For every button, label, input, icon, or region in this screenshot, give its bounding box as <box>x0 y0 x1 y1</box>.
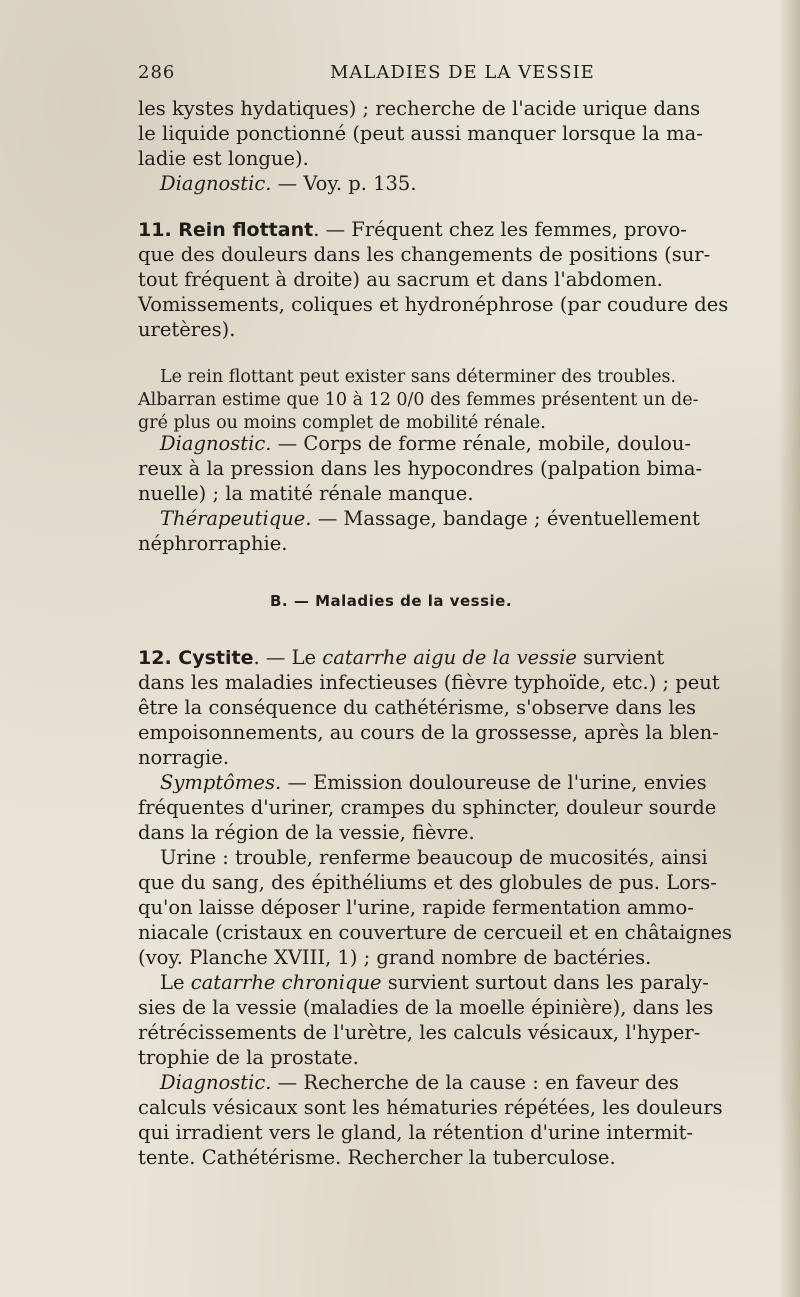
text-line: (voy. Planche XVIII, 1) ; grand nombre de bactéries. <box>138 946 652 969</box>
text-line: qui irradient vers le gland, la rétention d'urine intermit- <box>138 1121 694 1144</box>
text-line: empoisonnements, au cours de la grossesse, après la blen- <box>138 721 719 744</box>
text-span: — Emission douloureuse de l'urine, envies <box>281 771 707 794</box>
text-span: . — Fréquent chez les femmes, provo- <box>313 218 687 241</box>
text-line: rétrécissements de l'urètre, les calculs vésicaux, l'hyper- <box>138 1021 701 1044</box>
text-line: ladie est longue). <box>138 147 309 170</box>
section-title: Cystite <box>178 647 254 669</box>
text-span: — Corps de forme rénale, mobile, doulou- <box>271 432 692 455</box>
section-heading-line <box>138 645 664 671</box>
text-line <box>160 431 691 456</box>
text-line: que du sang, des épithéliums et des globules de pus. Lors- <box>138 871 717 894</box>
section-number: 11. <box>138 219 179 241</box>
small-text-line: Le rein flottant peut exister sans déterminer des troubles. <box>160 367 677 387</box>
section-label: Diagnostic. <box>160 1071 272 1094</box>
text-line: tout fréquent à droite) au sacrum et dans l'abdomen. <box>138 268 663 291</box>
text-line: sies de la vessie (maladies de la moelle épinière), dans les <box>138 996 714 1019</box>
section-title: Rein flottant <box>178 219 314 241</box>
text-line: trophie de la prostate. <box>138 1046 359 1069</box>
text-line: reux à la pression dans les hypocondres (palpation bima- <box>138 457 703 480</box>
text-line: calculs vésicaux sont les hématuries répétées, les douleurs <box>138 1096 723 1119</box>
text-line: tente. Cathétérisme. Rechercher la tuberculose. <box>138 1146 616 1169</box>
text-line: le liquide ponctionné (peut aussi manquer lorsque la ma- <box>138 122 703 145</box>
text-line: uretères). <box>138 318 236 341</box>
text-line: niacale (cristaux en couverture de cercueil et en châtaignes <box>138 921 733 944</box>
text-line: Urine : trouble, renferme beaucoup de mucosités, ainsi <box>160 846 708 869</box>
running-title: MALADIES DE LA VESSIE <box>330 62 595 83</box>
text-line: fréquentes d'uriner, crampes du sphincter, douleur sourde <box>138 796 717 819</box>
text-span: — Voy. p. 135. <box>271 172 417 195</box>
italic-term: catarrhe aigu de la vessie <box>322 646 577 669</box>
section-label: Diagnostic. <box>160 432 272 455</box>
text-line: Vomissements, coliques et hydronéphrose (par coudure des <box>138 293 729 316</box>
section-label: Diagnostic. <box>160 172 272 195</box>
subsection-heading: B. — Maladies de la vessie. <box>270 592 513 610</box>
text-span: survient <box>576 646 665 669</box>
text-span: — Recherche de la cause : en faveur des <box>271 1071 679 1094</box>
text-line: norragie. <box>138 746 230 769</box>
section-label: Thérapeutique. <box>160 507 312 530</box>
page-edge-shadow <box>778 0 800 1297</box>
text-line: que des douleurs dans les changements de positions (sur- <box>138 243 711 266</box>
small-text-line: Albarran estime que 10 à 12 0/0 des femmes présentent un de- <box>138 390 699 410</box>
text-span: . — Le <box>253 646 323 669</box>
text-line: les kystes hydatiques) ; recherche de l'acide urique dans <box>138 97 701 120</box>
text-line <box>160 970 709 995</box>
text-line <box>160 1070 679 1095</box>
section-number: 12. <box>138 647 179 669</box>
text-line: qu'on laisse déposer l'urine, rapide fermentation ammo- <box>138 896 694 919</box>
text-line: dans la région de la vessie, fièvre. <box>138 821 475 844</box>
text-line: être la conséquence du cathétérisme, s'observe dans les <box>138 696 697 719</box>
page-number: 286 <box>138 62 176 83</box>
text-line <box>160 171 417 196</box>
text-span: Le <box>160 971 191 994</box>
text-line <box>160 770 707 795</box>
text-line: néphrorraphie. <box>138 532 288 555</box>
text-line: nuelle) ; la matité rénale manque. <box>138 482 474 505</box>
italic-term: catarrhe chronique <box>190 971 382 994</box>
text-line <box>160 506 700 531</box>
text-span: survient surtout dans les paraly- <box>381 971 709 994</box>
section-heading-line <box>138 217 687 243</box>
section-label: Symptômes. <box>160 771 282 794</box>
text-line: dans les maladies infectieuses (fièvre typhoïde, etc.) ; peut <box>138 671 720 694</box>
text-span: — Massage, bandage ; éventuellement <box>311 507 700 530</box>
small-text-line: gré plus ou moins complet de mobilité rénale. <box>138 413 546 433</box>
